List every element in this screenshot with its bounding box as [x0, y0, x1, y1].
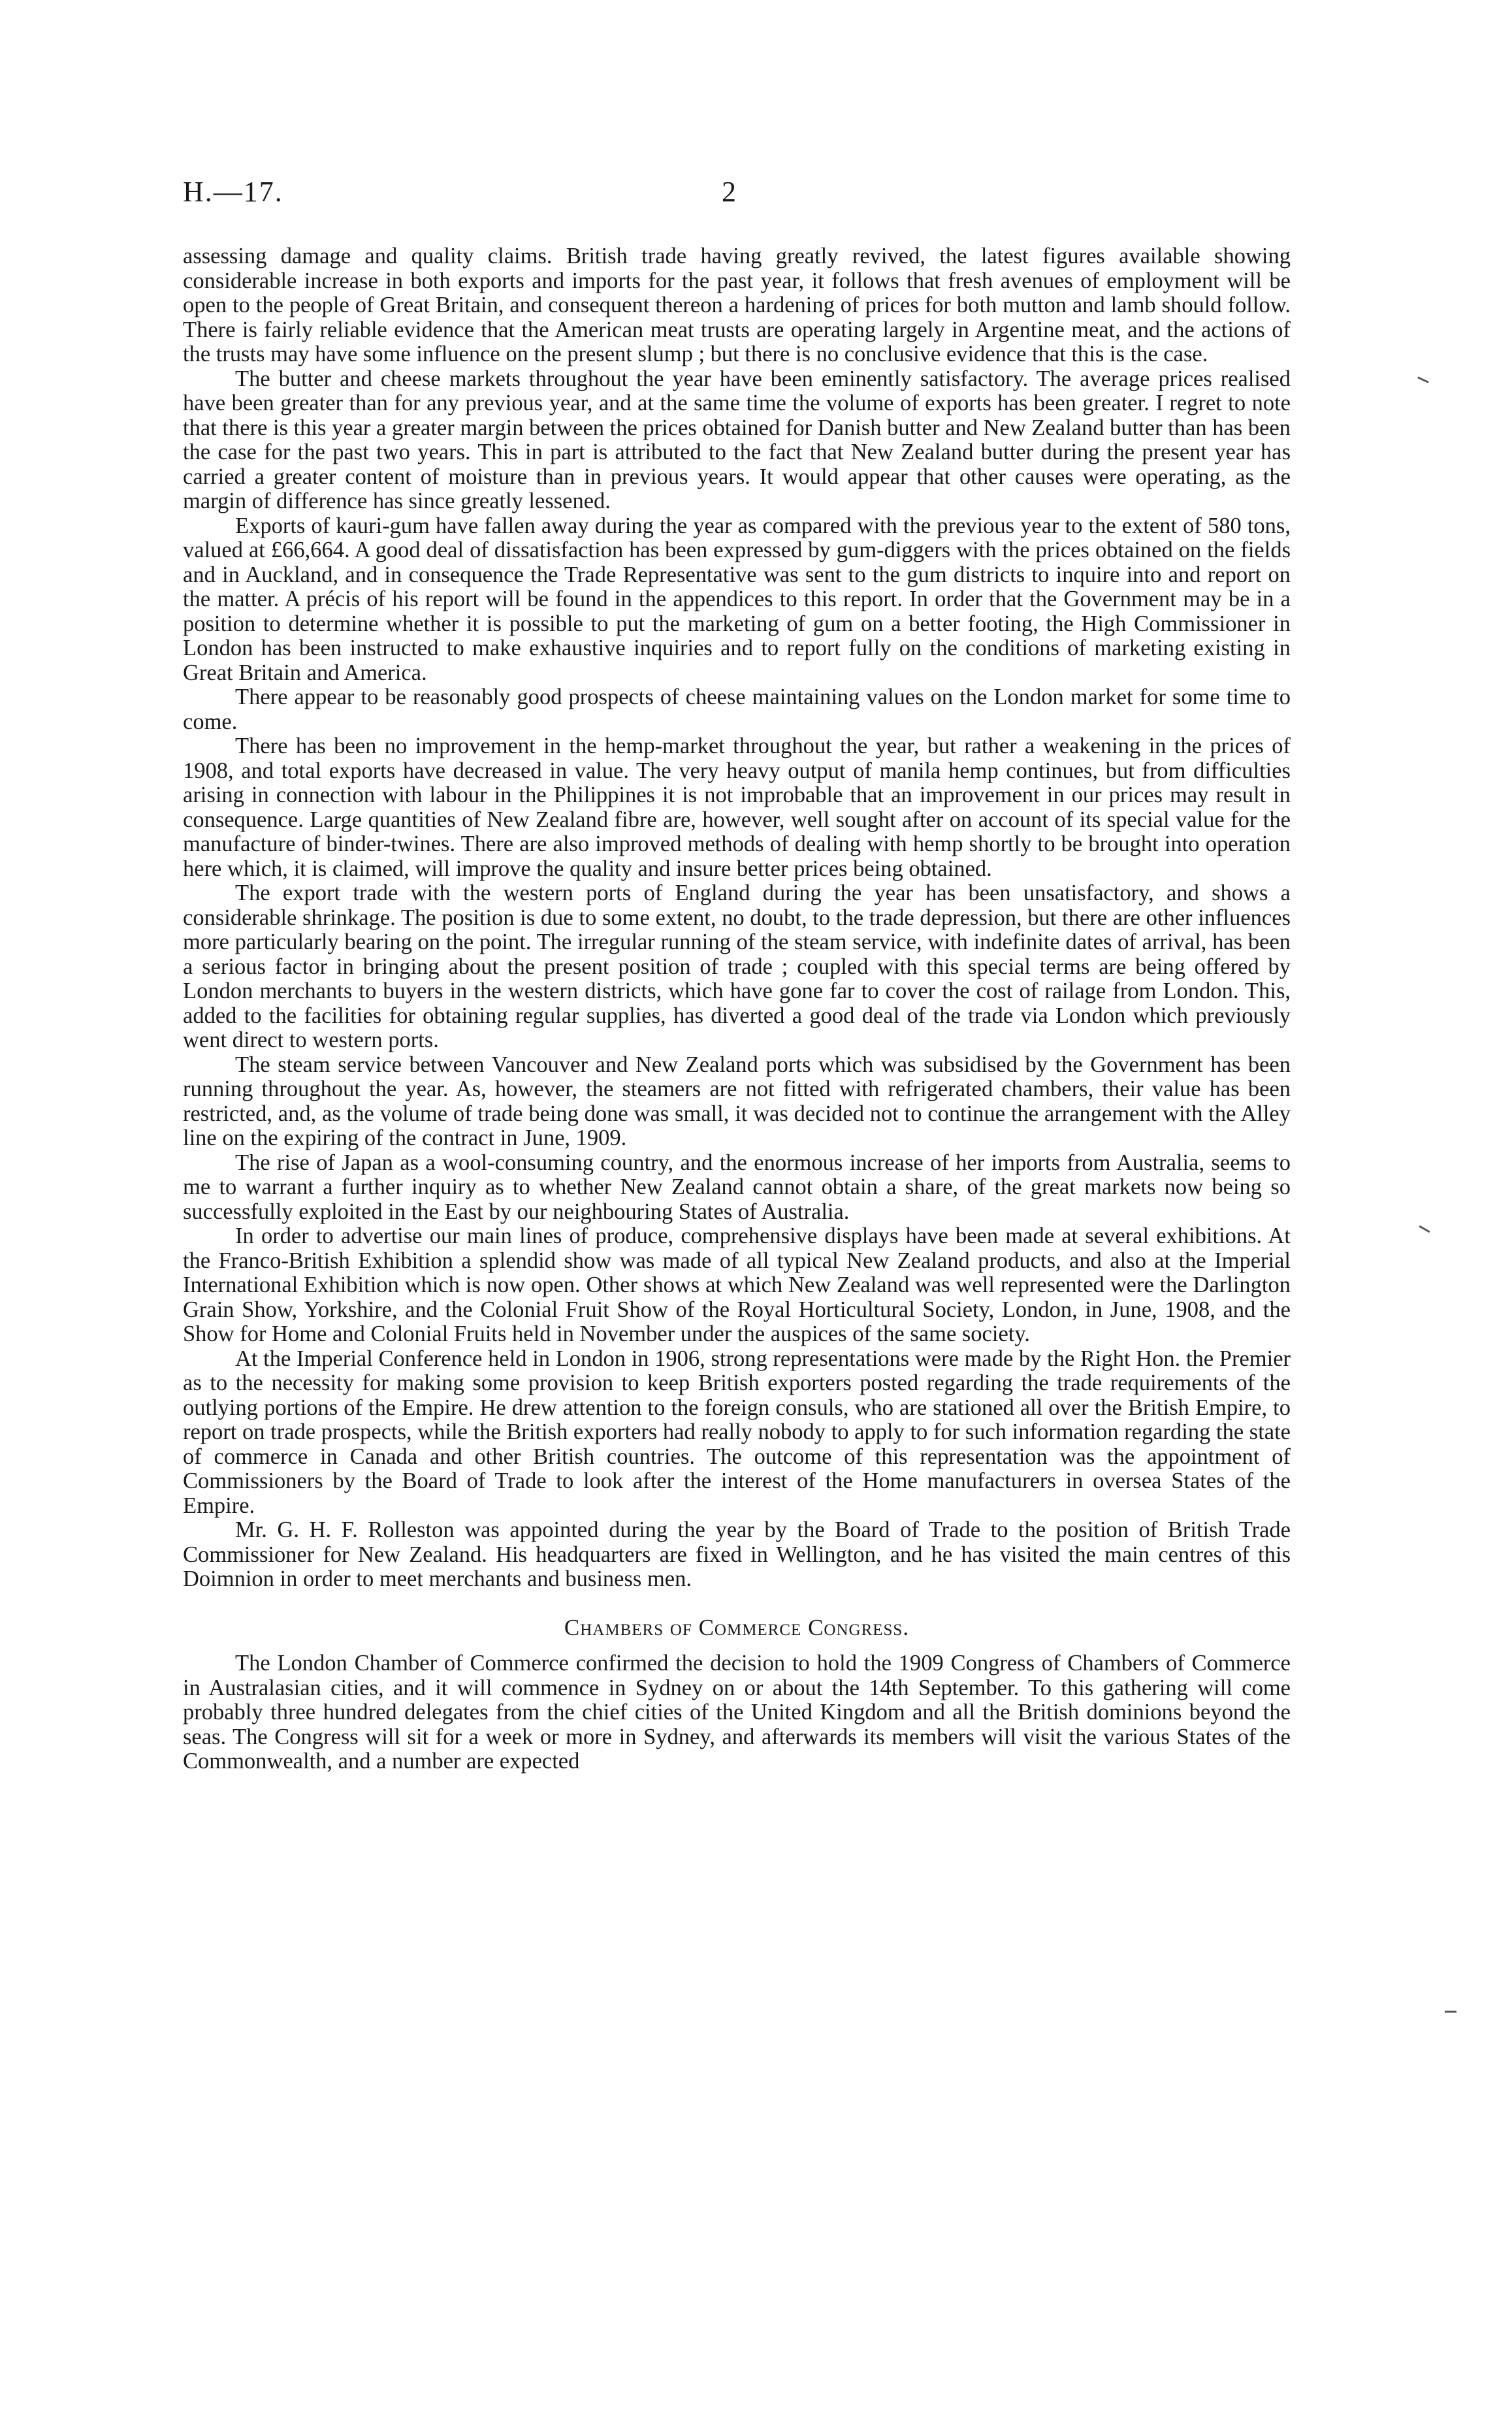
body-text: [183, 244, 1291, 1774]
paragraph-cheese-prospects: There appear to be reasonably good prospects of cheese maintaining values on the London market for some time to come.: [183, 685, 1291, 734]
paragraph-kauri-gum: Exports of kauri-gum have fallen away during the year as compared with the previous year to the extent of 580 tons, valued at £66,664. A good deal of dissatisfaction has been expressed by gum-diggers with the prices obtained on the fields and in Auckland, and in consequence the Trade Representative was sent to the gum districts to inquire into and report on the matter. A précis of his report will be found in the appendices to this report. In order that the Government may be in a position to determine whether it is possible to put the marketing of gum on a better footing, the High Commissioner in London has been instructed to make exhaustive inquiries and to report fully on the conditions of marketing existing in Great Britain and America.: [183, 513, 1291, 685]
paragraph-continuation: assessing damage and quality claims. British trade having greatly revived, the latest figures available showing considerable increase in both exports and imports for the past year, it follows that fresh avenues of employment will be open to the people of Great Britain, and consequent thereon a hardening of prices for both mutton and lamb should follow. There is fairly reliable evidence that the American meat trusts are operating largely in Argentine meat, and the actions of the trusts may have some influence on the present slump ; but there is no conclusive evidence that this is the case.: [183, 244, 1291, 366]
paragraph-hemp-market: There has been no improvement in the hemp-market throughout the year, but rather a weakening in the prices of 1908, and total exports have decreased in value. The very heavy output of manila hemp continues, but from difficulties arising in connection with labour in the Philippines it is not improbable that an improvement in our prices may result in consequence. Large quantities of New Zealand fibre are, however, well sought after on account of its special value for the manufacture of binder-twines. There are also improved methods of dealing with hemp shortly to be brought into operation here which, it is claimed, will improve the quality and insure better prices being obtained.: [183, 734, 1291, 881]
document-code: H.—17.: [183, 176, 283, 208]
paragraph-steam-service: The steam service between Vancouver and New Zealand ports which was subsidised by the Government has been running throughout the year. As, however, the steamers are not fitted with refrigerated chambers, their value has been restricted, and, as the volume of trade being done was small, it was decided not to continue the arrangement with the Alley line on the expiring of the contract in June, 1909.: [183, 1052, 1291, 1150]
paragraph-exhibitions: In order to advertise our main lines of produce, comprehensive displays have been made at several exhibitions. At the Franco-British Exhibition a splendid show was made of all typical New Zealand products, and also at the Imperial International Exhibition which is now open. Other shows at which New Zealand was well represented were the Darlington Grain Show, Yorkshire, and the Colonial Fruit Show of the Royal Horticultural Society, London, in June, 1908, and the Show for Home and Colonial Fruits held in November under the auspices of the same society.: [183, 1224, 1291, 1346]
paragraph-congress: The London Chamber of Commerce confirmed the decision to hold the 1909 Congress of Chambers of Commerce in Australasian cities, and it will commence in Sydney on or about the 14th September. To this gathering will come probably three hundred delegates from the chief cities of the United Kingdom and all the British dominions beyond the seas. The Congress will sit for a week or more in Sydney, and afterwards its members will visit the various States of the Commonwealth, and a number are expected: [183, 1651, 1291, 1774]
margin-mark: [1419, 1225, 1430, 1233]
margin-mark: [1445, 2011, 1456, 2013]
paragraph-western-ports: The export trade with the western ports of England during the year has been unsatisfactory, and shows a considerable shrinkage. The position is due to some extent, no doubt, to the trade depression, but there are other influences more particularly bearing on the point. The irregular running of the steam service, with indefinite dates of arrival, has been a serious factor in bringing about the present position of trade ; coupled with this special terms are being offered by London merchants to buyers in the western districts, which have gone far to cover the cost of railage from London. This, added to the facilities for obtaining regular supplies, has diverted a good deal of the trade via London which previously went direct to western ports.: [183, 881, 1291, 1052]
margin-mark: [1417, 376, 1429, 383]
paragraph-japan-wool: The rise of Japan as a wool-consuming country, and the enormous increase of her imports from Australia, seems to me to warrant a further inquiry as to whether New Zealand cannot obtain a share, of the great markets now being so successfully exploited in the East by our neighbouring States of Australia.: [183, 1150, 1291, 1224]
paragraph-trade-commissioner: Mr. G. H. F. Rolleston was appointed during the year by the Board of Trade to the position of British Trade Commissioner for New Zealand. His headquarters are fixed in Wellington, and he has visited the main centres of this Doimnion in order to meet merchants and business men.: [183, 1517, 1291, 1591]
page-header: [183, 175, 1293, 214]
paragraph-butter-cheese: The butter and cheese markets throughout the year have been eminently satisfactory. The average prices realised have been greater than for any previous year, and at the same time the volume of exports has been greater. I regret to note that there is this year a greater margin between the prices obtained for Danish butter and New Zealand butter than has been the case for the past two years. This in part is attributed to the fact that New Zealand butter during the present year has carried a greater content of moisture than in previous years. It would appear that other causes were operating, as the margin of difference has since greatly lessened.: [183, 366, 1291, 513]
section-heading: Chambers of Commerce Congress.: [564, 1614, 910, 1640]
page-number: 2: [722, 176, 736, 208]
paragraph-imperial-conference: At the Imperial Conference held in London in 1906, strong representations were made by the Right Hon. the Premier as to the necessity for making some provision to keep British exporters posted regarding the trade requirements of the outlying portions of the Empire. He drew attention to the foreign consuls, who are stationed all over the British Empire, to report on trade prospects, while the British exporters had really nobody to apply to for such information regarding the state of commerce in Canada and other British countries. The outcome of this representation was the appointment of Commissioners by the Board of Trade to look after the interest of the Home manufacturers in oversea States of the Empire.: [183, 1346, 1291, 1518]
